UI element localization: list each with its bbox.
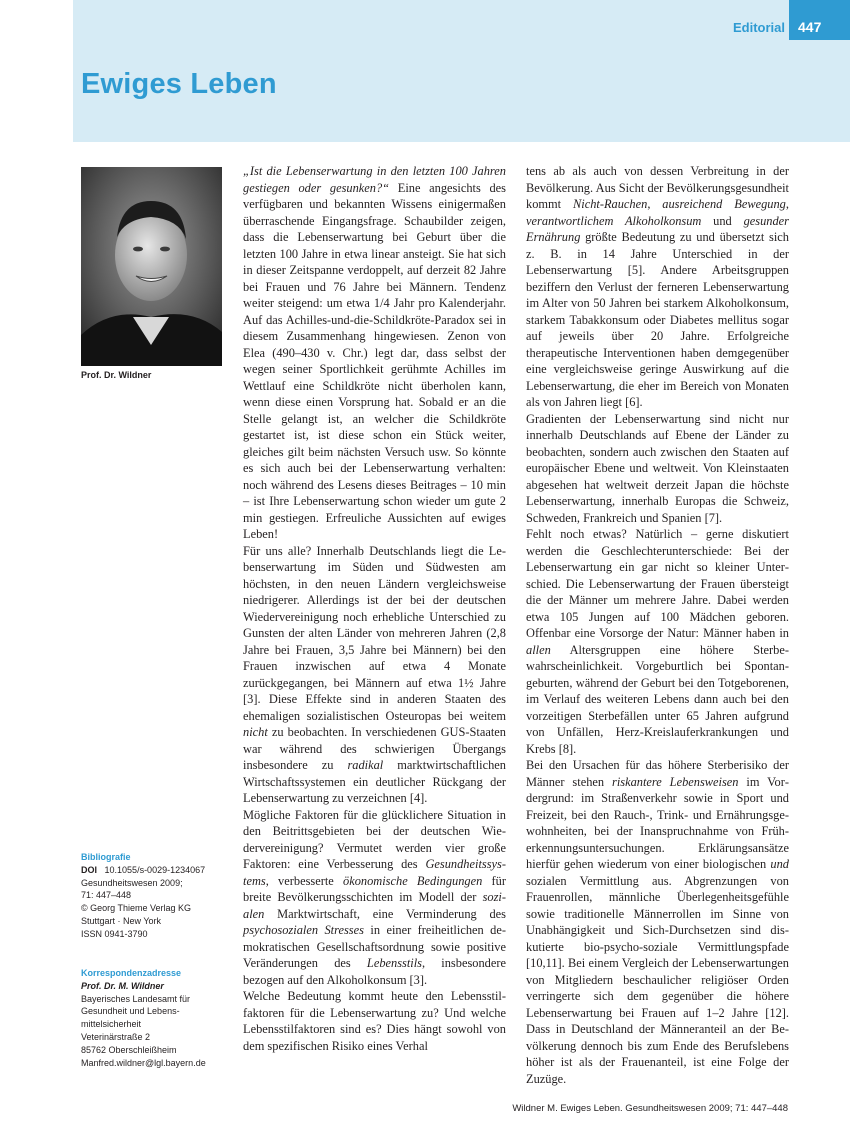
correspondence-box [81, 967, 231, 1069]
correspondence-name: Prof. Dr. M. Wildner [81, 980, 164, 991]
copyright-line: © Georg Thieme Verlag KG [81, 903, 192, 914]
author-photo [81, 167, 222, 366]
section-label: Editorial [733, 20, 786, 35]
body-text-run: ökonomische Bedingungen [343, 873, 483, 888]
doi-label: DOI [81, 864, 98, 875]
col1-text [243, 163, 506, 1054]
photo-caption: Prof. Dr. Wildner [81, 370, 152, 380]
body-text-run: und [701, 213, 744, 228]
bibliography-box [81, 851, 231, 941]
body-text-run: Marktwirtschaft, eine Verminderung des [264, 906, 506, 921]
body-text-run: , [785, 197, 789, 211]
address-line: Bayerisches Landesamt für [81, 993, 191, 1004]
body-text-run: , insbesondere bezogen auf den Alkoholkonsum [3]. [243, 956, 506, 987]
body-text-run: sozialen Vermittlung aus. Abgrenzungen von Frauenrollen, männliche Überlegenheitsgefühle sowie traditionelle Männerrollen im Sinne von Unabhängigkeit und Sich-Durchsetzen sind diskutierte bio-psycho-soziale Vermittlungspfade [10,11]. Bei einem Vergleich der Lebenserwartungen von Mitgliedern beschaulicher religiöser Orden verringerte sich dem gegenüber die höhere Lebenserwartung bei Frauen auf 1–2 Jahre [12]. Dass in Deutschland der Männeranteil an der Bevölkerung dennoch bis zum Ende des Berufslebens höher ist als der Frauenanteil, ist eine Folge der Zuzüge. [526, 873, 789, 1086]
place-line: Stuttgart · New York [81, 915, 162, 926]
bibliography-heading: Bibliografie [81, 852, 131, 862]
body-text-run: Altersgruppen eine höhere Sterbewahrscheinlichkeit. Vorgeburtlich bei Spontangeburten, während der Geburt bei den Totgeborenen, im Verlauf des weiteren Lebens dann auch bei den vorzeitigen Sterbefällen unter 65 Jahren aufgrund von Unfällen, Herz-Kreislauferkrankungen und Krebs [8]. [526, 642, 789, 756]
body-text-run: psychosozialen Stresses [243, 923, 364, 937]
body-text-run: Fehlt noch etwas? Natürlich – gerne diskutiert werden die Geschlechterunterschiede: Bei der Lebenserwartung ein gar nicht so kleiner Unterschied. Die Lebenserwartung der Frauen übersteigt die der Männer um mehrere Jahre. Dabei werden etwa 105 Jungen auf 100 Mädchen geboren. Offenbar eine Vorsorge der Natur: Männer haben in [526, 527, 789, 640]
body-text-run: radikal [347, 758, 384, 772]
doi-line [81, 864, 231, 877]
body-text-run: größte Bedeutung zu und übersetzt sich z. B. in 14 Jahre Unterschied in der Lebenserwartung [5]. Andere Arbeitsgruppen beziffern den Verlust der ferneren Lebenserwartung im Alter von 50 Jahren bei starkem Alkoholkonsum, starkem Tabakkonsum oder Diabetes mellitus sogar auf jeweils über 20 Jahre. Erfolgreiche therapeutische Interventionen haben demgegenüber eine vergleichsweise geringe Auswirkung auf die Lebenserwartung, die eher im Bereich von Monaten als von Jahren liegt [6]. [526, 230, 789, 409]
body-text-run: Für uns alle? Innerhalb Deutschlands liegt die Lebenserwartung im Süden und Südwesten am höchsten, in den neuen Ländern vergleichsweise niedrigerer. Allerdings ist der bei der deutschen Wiedervereinigung noch erhebliche Unterschied zu Gunsten der alten Länder von mehreren Jahren (2,8 Jahre bei Frauen, 3,5 Jahre bei Männern) bei den Frauen inzwischen auf etwa 4 Monate zurückgegangen, bei Männern auf etwa 1½ Jahre [3]. Diese Effekte sind in anderen Staaten des ehemaligen sozialistischen Osteuropas bei weitem [243, 543, 506, 723]
body-text-run: marktwirtschaftlichen Wirtschaftssystemen ein deutlicher Rückgang der Lebenserwartung zu verzeichnen [4]. [243, 758, 507, 805]
body-text-run: zu beobachten. In verschiedenen GUS-Staaten war während des schwierigen Übergangs insbesondere zu [243, 725, 506, 772]
address-line: Gesundheit und Lebens- [81, 1006, 180, 1017]
body-text-run: ausreichend Bewegung [662, 197, 786, 211]
body-text-run: allen [526, 642, 551, 657]
body-text-run: Eine angesichts des verfügbaren und bekannten Wissens einigermaßen überraschende Eingangsfrage. Schaubilder zeigen, dass die Lebenserwartung bei Geburt über die letzten 100 Jahre in etwa linear ansteigt. Sie hat sich in dieser Zeitspanne verdoppelt, auf derzeit 82 Jahre bei Frauen und 76 Jahre bei Männern. Tendenz weiter steigend: um etwa 1/4 Jahr pro Kalenderjahr. Auf das Achilles-und-die-Schildkröte-Paradox sei in diesem Zusammenhang hingewiesen. Zenon von Elea (490–430 v. Chr.) legt dar, dass selbst der wegen seiner Sportlichkeit gerühmte Achilles im Wettlauf eine Schildkröte nicht überholen kann, wenn diese einen Vorsprung hat. Sobald er an die Stelle gelangt ist, an welcher die Schildkröte gestartet ist, ist diese schon ein Stück weiter, gleiches gilt beim nächsten Versuch usw. So könnte es sich auch bei der Lebenserwartung verhalten: noch während des Lesens dieses Beitrages – 10 min – ist Ihre Lebenserwartung schon wieder um gute 2 min gestiegen. Erfreuliche Aussichten auf ewiges Leben! [243, 180, 506, 541]
page-title: Ewiges Leben [81, 68, 277, 100]
footer-citation: Wildner M. Ewiges Leben. Gesundheitswesen 2009; 71: 447–448 [512, 1103, 788, 1114]
body-text-run: tens ab als auch von dessen Verbreitung in der Bevölkerung. Aus Sicht der Bevölkerungsgesundheit kommt [526, 164, 789, 211]
body-text-run: Nicht-Rauchen [572, 197, 648, 211]
body-text-run: verantwortlichem Alkoholkonsum [526, 213, 702, 228]
col2-text [526, 163, 789, 1087]
body-text-run: , verbesserte [265, 873, 344, 888]
body-text-run: „Ist die Lebenserwartung in den letzten 100 Jahren gestiegen oder gesunken?“ [243, 164, 506, 195]
address-line: Veterinärstraße 2 [81, 1031, 151, 1042]
email-line: Manfred.wildner@lgl.bayern.de [81, 1057, 206, 1068]
body-column-2 [526, 163, 789, 1087]
body-text-run: Gesundheitssystems [243, 857, 506, 888]
body-text-run: Bei den Ursachen für das höhere Sterberisiko der Männer stehen [526, 758, 789, 789]
address-line: 85762 Oberschleißheim [81, 1044, 177, 1055]
issn-line: ISSN 0941-3790 [81, 928, 148, 939]
body-text-run: Mögliche Faktoren für die glücklichere Situation in den Beitrittsgebieten bei der deutschen Wiedervereinigung? Vermutet werden vier große Faktoren: eine Verbesserung des [243, 807, 506, 871]
body-text-run: , [647, 197, 663, 211]
page-number: 447 [789, 0, 850, 40]
body-text-run: im Vordergrund: im Straßenverkehr sowie in Sport und Freizeit, bei den Rauch-, Trink- und Ernährungsgewohnheiten, bei der Inanspruchnahme von Früherkennungsuntersuchungen. Erklärungsansätze hierfür gehen wiederum von einer biologischen [526, 774, 789, 871]
body-text-run: gesunder Ernährung [526, 213, 789, 244]
body-text-run: nicht [243, 725, 268, 739]
body-text-run: Gradienten der Lebenserwartung sind nicht nur innerhalb Deutschlands auf Ebene der Länder zu beobachten, sondern auch zwischen den Staaten auf europäischer Ebene und weltweit. Von Kleinstaaten abgesehen hat weltweit derzeit Japan die höchste Lebenserwartung, innerhalb Europas die Schweiz, Schweden, Frankreich und Spanien [7]. [526, 411, 789, 525]
body-text-run: Lebensstils [366, 956, 422, 970]
body-text-run: für breite Bevölkerungsschichten im Modell der [243, 873, 506, 904]
volume-line: 71: 447–448 [81, 890, 132, 901]
journal-line: Gesundheitswesen 2009; [81, 877, 183, 888]
address-line: mittelsicherheit [81, 1019, 142, 1030]
body-column-1 [243, 163, 506, 1054]
correspondence-heading: Korrespondenzadresse [81, 968, 182, 978]
body-text-run: in einer freiheitlichen demokratischen Gesellschaftsordnung sowie positive Veränderungen des [243, 923, 506, 970]
body-text-run: Welche Bedeutung kommt heute den Lebensstilfaktoren für die Lebenserwartung zu? Und welche Lebensstilfaktoren sind es? Dies hängt sowohl von dem spezifischen Risiko eines Verhal [243, 989, 506, 1053]
body-text-run: riskantere Lebensweisen [612, 774, 739, 789]
body-text-run: sozialen [243, 890, 506, 921]
body-text-run: und [770, 857, 789, 871]
doi-value: 10.1055/s-0029-1234067 [104, 864, 206, 875]
